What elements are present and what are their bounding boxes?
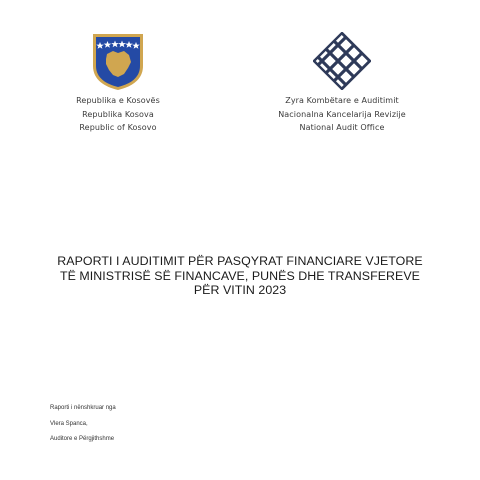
header-audit-office-line-3: National Audit Office [299, 123, 385, 132]
header-kosovo-line-1: Republika e Kosovës [76, 96, 160, 105]
header-audit-office-line-2: Nacionalna Kancelarija Revizije [278, 109, 406, 119]
signatory-name: Vlera Spanca, [50, 420, 88, 427]
report-title-line-3: PËR VITIN 2023 [193, 283, 287, 298]
signatory-title: Auditore e Përgjithshme [50, 436, 115, 442]
signature-block [50, 404, 116, 451]
header-kosovo-line-3: Republic of Kosovo [79, 123, 157, 132]
header-audit-office-text [272, 94, 412, 135]
header-kosovo-text [58, 94, 178, 135]
header-kosovo-line-2: Republika Kosova [82, 109, 154, 119]
signature-intro: Raporti i nënshkruar nga [50, 405, 116, 411]
header-kosovo [58, 32, 178, 135]
header-audit-office [272, 32, 412, 135]
report-title-line-1: RAPORTI I AUDITIMIT PËR PASQYRAT FINANCIARE VJETORE [57, 254, 423, 268]
kosovo-coat-of-arms-icon [91, 32, 145, 92]
audit-office-logo-icon [313, 32, 371, 90]
header-audit-office-line-1: Zyra Kombëtare e Auditimit [285, 96, 399, 105]
report-title-line-2: TË MINISTRISË SË FINANCAVE, PUNËS DHE TRANSFEREVE [59, 268, 420, 283]
report-title [20, 254, 460, 298]
